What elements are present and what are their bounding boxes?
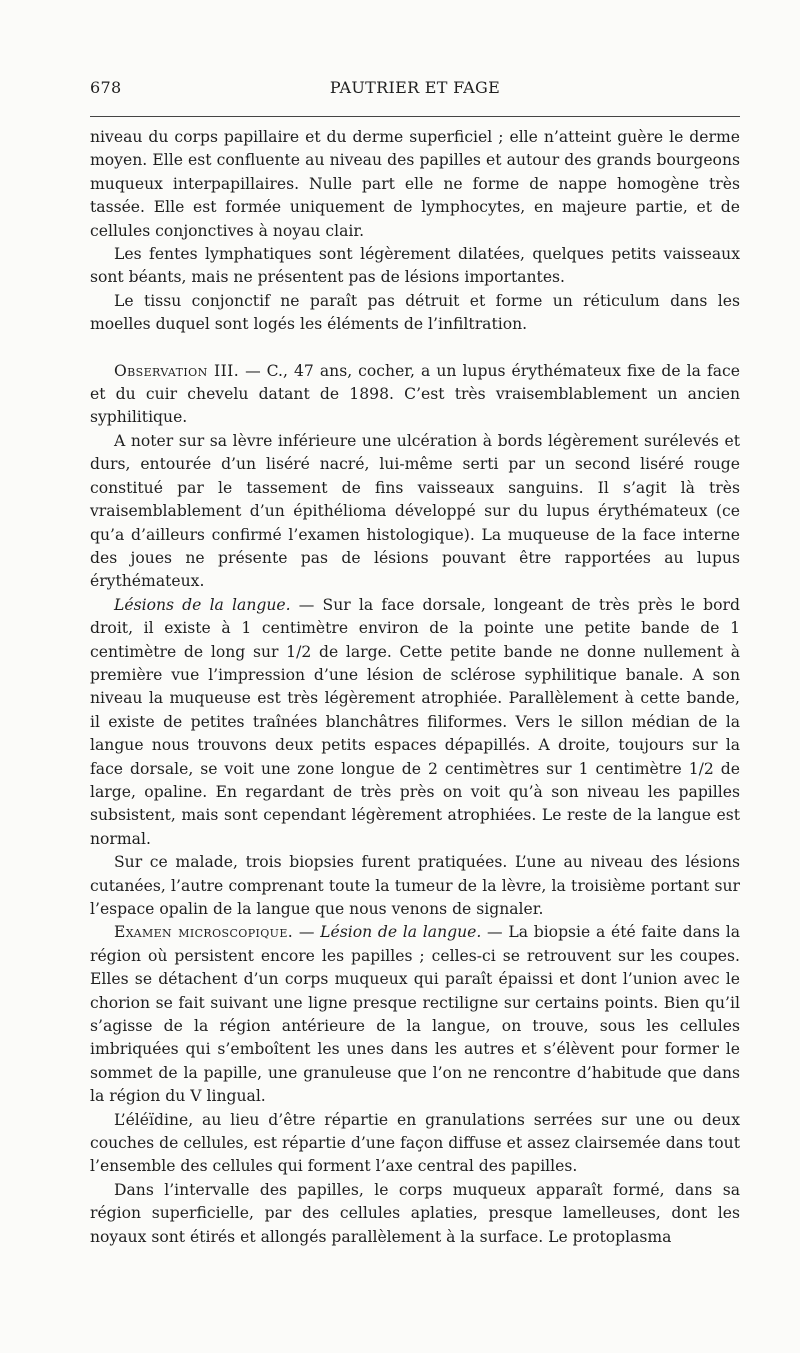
paragraph-5: A noter sur sa lèvre inférieure une ulcération à bords légèrement surélevés et durs, entourée d’un liséré nacré, lui-même serti par un second liséré rouge constitué par le tassement de fins vaisseaux sanguins. Il s’agit là très vraisemblablement d’un épithélioma développé sur du lupus érythémateux (ce qu’a d’ailleurs confirmé l’examen histologique). La muqueuse de la face interne des joues ne présente pas de lésions pouvant être rapportées au lupus érythémateux. — [90, 431, 740, 591]
paragraph-8: Examen microscopique. — Lésion de la langue. — La biopsie a été faite dans la région où persistent encore les papilles ; celles-ci se retrouvent sur les coupes. Elles se détachent d’un corps muqueux qui paraît épaissi et dont l’union avec le chorion se fait suivant une ligne presque rectiligne sur certains points. Bien qu’il s’agisse de la région antérieure de la langue, on trouve, sous les cellules imbriquées qui s’emboîtent les unes dans les autres et s’élèvent pour former le sommet de la papille, une granuleuse que l’on ne rencontre d’habitude que dans la région du V lingual. — [90, 923, 741, 1106]
paragraph-9: L’éléïdine, au lieu d’être répartie en granulations serrées sur une ou deux couches de cellules, est répartie d’une façon diffuse et assez clairsemée dans tout l’ensemble des cellules qui forment l’axe central des papilles. — [90, 1110, 740, 1176]
paragraph-1: niveau du corps papillaire et du derme superficiel ; elle n’atteint guère le derme moyen. Elle est confluente au niveau des papilles et autour des grands bourgeons muqueux interpapillaires. Nulle part elle ne forme de nappe homogène très tassée. Elle est formée uniquement de lymphocytes, en majeure partie, et de cellules conjonctives à noyau clair. — [90, 128, 740, 240]
observation-label: Observation III. — [114, 361, 240, 380]
paragraph-3: Le tissu conjonctif ne paraît pas détruit et forme un réticulum dans les moelles duquel sont logés les éléments de l’infiltration. — [90, 291, 740, 334]
observation-heading-paragraph: Observation III. — C., 47 ans, cocher, a un lupus érythémateux fixe de la face et du cuir chevelu datant de 1898. C’est très vraisemblablement un ancien syphilitique. — [90, 361, 740, 427]
section-label-tongue: Lésions de la langue. — [114, 595, 291, 614]
paragraph-7: Sur ce malade, trois biopsies furent pratiquées. L’une au niveau des lésions cutanées, l’autre comprenant toute la tumeur de la lèvre, la troisième portant sur l’espace opalin de la langue que nous venons de signaler. — [90, 853, 740, 918]
page-number: 678 — [90, 78, 122, 97]
header-rule — [90, 116, 740, 117]
subsection-label: Lésion de la langue. — [320, 923, 482, 942]
paragraph-10: Dans l’intervalle des papilles, le corps muqueux apparaît formé, dans sa région superficielle, par des cellules aplaties, presque lamelleuses, dont les noyaux sont étirés et allongés parallèlement à la surface. Le protoplasma — [90, 1180, 740, 1246]
paragraph-6: Lésions de la langue. — Sur la face dorsale, longeant de très près le bord droit, il existe à 1 centimètre environ de la pointe une petite bande de 1 centimètre de long sur 1/2 de large. Cette petite bande ne donne nullement à première vue l’impression d’une lésion de sclérose syphilitique banale. A son niveau la muqueuse est très légèrement atrophiée. Parallèlement à cette bande, il existe de petites traînées blanchâtres filiformes. Vers le sillon médian de la langue nous trouvons deux petits espaces dépapillés. A droite, toujours sur la face dorsale, se voit une zone longue de 2 centimètres sur 1 centimètre 1/2 de large, opaline. En regardant de très près on voit qu’à son niveau les papilles subsistent, mais sont cependant légèrement atrophiées. Le reste de la langue est normal. — [90, 595, 740, 848]
running-title: PAUTRIER ET FAGE — [329, 78, 501, 97]
body-text — [90, 126, 740, 1249]
paragraph-2: Les fentes lymphatiques sont légèrement dilatées, quelques petits vaisseaux sont béants, mais ne présentent pas de lésions importantes. — [90, 245, 740, 287]
exam-label: Examen microscopique. — [114, 923, 294, 942]
